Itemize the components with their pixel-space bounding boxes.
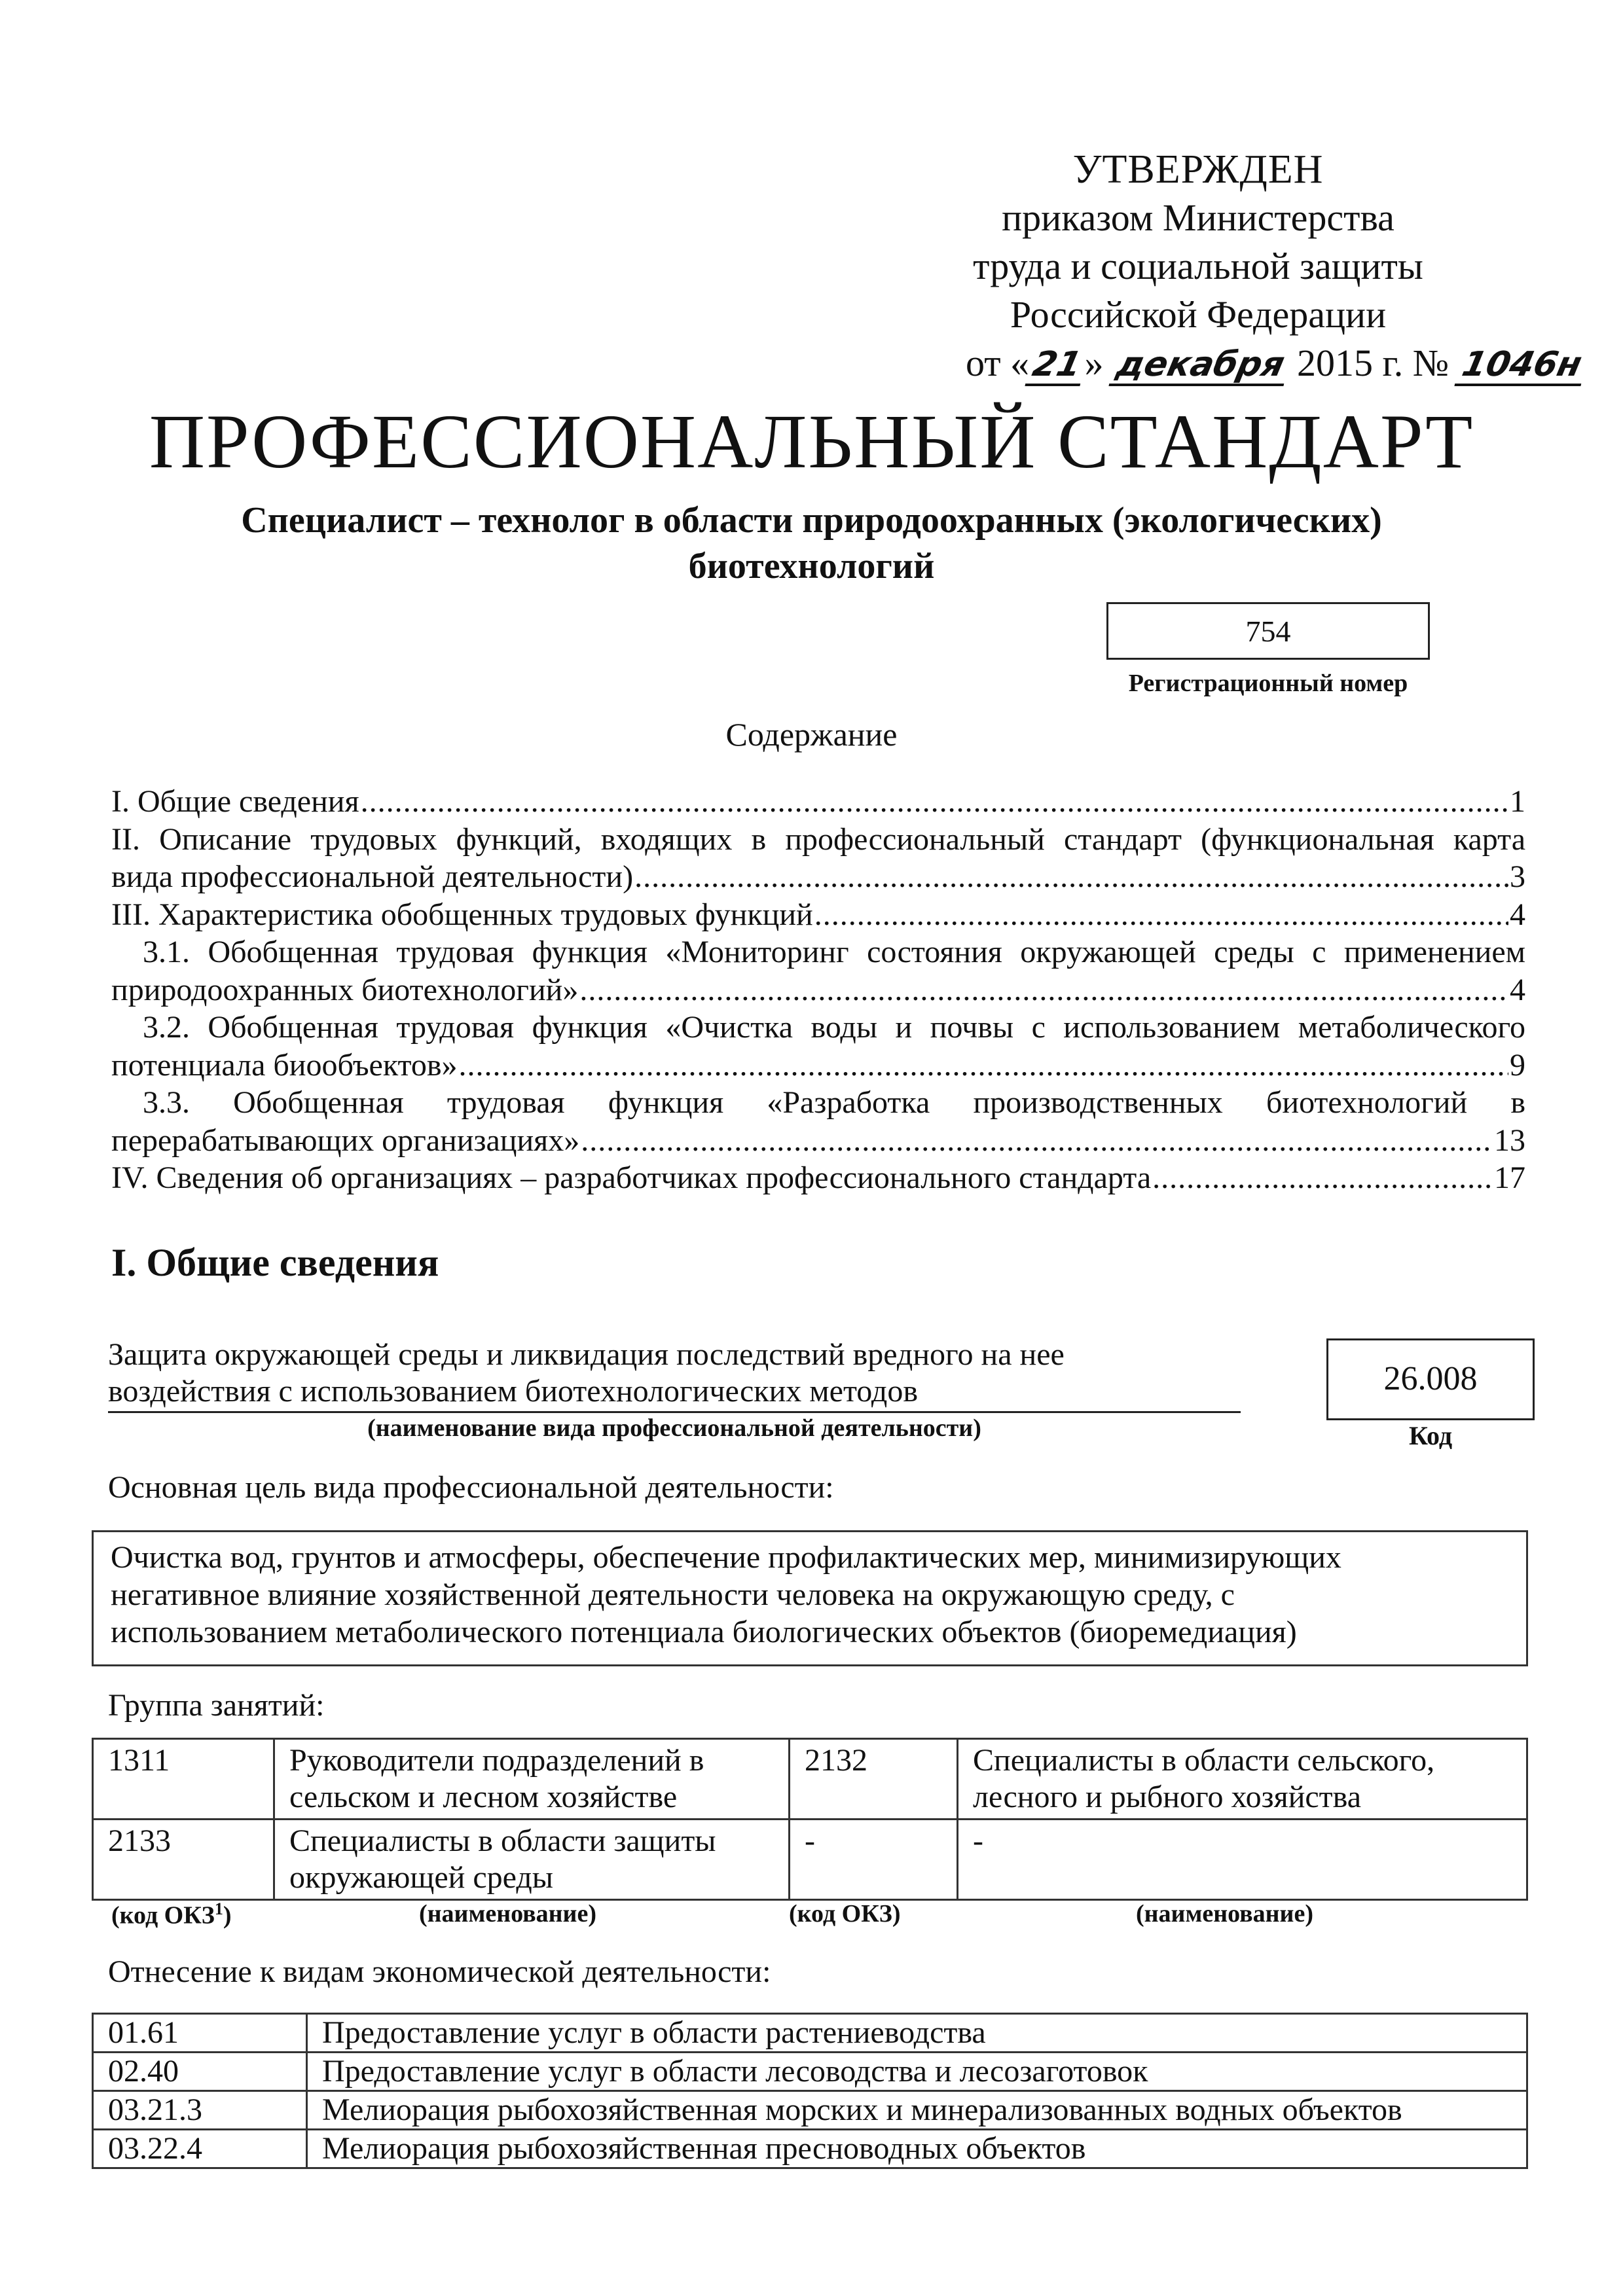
- toc-entry-continuation[interactable]: перерабатывающих организациях» ..... 13: [111, 1122, 1525, 1160]
- occupation-name: Специалисты в области сельского, лесного и рыбного хозяйства: [958, 1739, 1527, 1820]
- approval-line: приказом Министерства: [1002, 196, 1395, 239]
- toc-entry[interactable]: 3.1. Обобщенная трудовая функция «Мониторинг состояния окружающей среды с применением: [143, 935, 1525, 969]
- okved-code: 01.61: [93, 2014, 307, 2053]
- toc-entry-continuation[interactable]: вида профессиональной деятельности) ..... 3: [111, 858, 1525, 896]
- approval-line: труда и социальной защиты: [973, 245, 1423, 287]
- section-heading: I. Общие сведения: [111, 1241, 439, 1284]
- table-row: [93, 2091, 1527, 2130]
- okved-code: 03.22.4: [93, 2130, 307, 2168]
- document-title: ПРОФЕССИОНАЛЬНЫЙ СТАНДАРТ: [149, 399, 1474, 484]
- table-row: [93, 1739, 1527, 1820]
- okved-name: Мелиорация рыбохозяйственная пресноводных объектов: [307, 2130, 1527, 2168]
- approval-block: [903, 145, 1586, 387]
- occupation-name: Специалисты в области защиты окружающей среды: [274, 1820, 790, 1900]
- occupations-table: [92, 1738, 1528, 1901]
- economic-label: Отнесение к видам экономической деятельности:: [108, 1954, 771, 1989]
- table-row: [93, 2053, 1527, 2091]
- table-row: [93, 1820, 1527, 1900]
- okz-code: 1311: [93, 1739, 274, 1820]
- activity-name: Защита окружающей среды и ликвидация последствий вредного на нее воздействия с использованием биотехнологических методов: [108, 1336, 1241, 1413]
- okved-name: Предоставление услуг в области растениеводства: [307, 2014, 1527, 2053]
- table-row: [93, 2130, 1527, 2168]
- handwritten-day: 21: [1025, 346, 1089, 386]
- activity-code-box: 26.008: [1326, 1338, 1535, 1420]
- toc-entry[interactable]: 3.3. Обобщенная трудовая функция «Разработка производственных биотехнологий в: [143, 1085, 1525, 1120]
- okz-code: -: [790, 1820, 958, 1900]
- document-subtitle: Специалист – технолог в области природоохранных (экологических) биотехнологий: [241, 500, 1382, 586]
- okved-code: 03.21.3: [93, 2091, 307, 2130]
- handwritten-order-number: 1046н: [1454, 346, 1589, 386]
- toc-entry-continuation[interactable]: природоохранных биотехнологий» ..... 4: [111, 971, 1525, 1009]
- approval-date: от «21» декабря 2015 г. № 1046н: [903, 339, 1493, 387]
- toc-entry[interactable]: I. Общие сведения ..... 1: [111, 783, 1525, 821]
- okz-code: 2133: [93, 1820, 274, 1900]
- okved-name: Мелиорация рыбохозяйственная морских и минерализованных водных объектов: [307, 2091, 1527, 2130]
- okved-name: Предоставление услуг в области лесоводства и лесозаготовок: [307, 2053, 1527, 2091]
- toc-entry[interactable]: IV. Сведения об организациях – разработчиках профессионального стандарта ..... 17: [111, 1159, 1525, 1197]
- toc-entry-continuation[interactable]: потенциала биообъектов» ..... 9: [111, 1047, 1525, 1085]
- okved-code: 02.40: [93, 2053, 307, 2091]
- occupation-name: Руководители подразделений в сельском и лесном хозяйстве: [274, 1739, 790, 1820]
- name-caption: (наименование): [1136, 1900, 1313, 1928]
- okz-code-caption: (код ОКЗ$^1$): [111, 1899, 232, 1929]
- toc-entry[interactable]: 3.2. Обобщенная трудовая функция «Очистка воды и почвы с использованием метаболического: [143, 1010, 1525, 1045]
- name-caption: (наименование): [419, 1900, 596, 1928]
- toc-heading: Содержание: [725, 716, 898, 753]
- handwritten-month: декабря: [1108, 346, 1292, 386]
- okz-code: 2132: [790, 1739, 958, 1820]
- registration-number-box: 754: [1106, 602, 1430, 660]
- activity-caption: (наименование вида профессиональной деятельности): [367, 1414, 981, 1442]
- table-row: [93, 2014, 1527, 2053]
- goal-box: Очистка вод, грунтов и атмосферы, обеспечение профилактических мер, минимизирующих негативное влияние хозяйственной деятельности человека на окружающую среду, с использованием метаболического потенциала биологических объектов (биоремедиация): [92, 1530, 1528, 1666]
- okz-code-caption: (код ОКЗ): [789, 1900, 901, 1928]
- code-caption: Код: [1408, 1421, 1453, 1450]
- approval-line: Российской Федерации: [1010, 293, 1387, 336]
- economic-activity-table: [92, 2013, 1528, 2169]
- table-of-contents: [111, 783, 1525, 1197]
- approval-title: УТВЕРЖДЕН: [1072, 147, 1324, 192]
- registration-number-label: Регистрационный номер: [1128, 670, 1408, 697]
- toc-entry[interactable]: II. Описание трудовых функций, входящих в профессиональный стандарт (функциональная карта: [111, 821, 1525, 857]
- occupations-label: Группа занятий:: [108, 1688, 325, 1723]
- goal-label: Основная цель вида профессиональной деятельности:: [108, 1470, 834, 1505]
- toc-entry[interactable]: III. Характеристика обобщенных трудовых функций ..... 4: [111, 896, 1525, 934]
- occupation-name: -: [958, 1820, 1527, 1900]
